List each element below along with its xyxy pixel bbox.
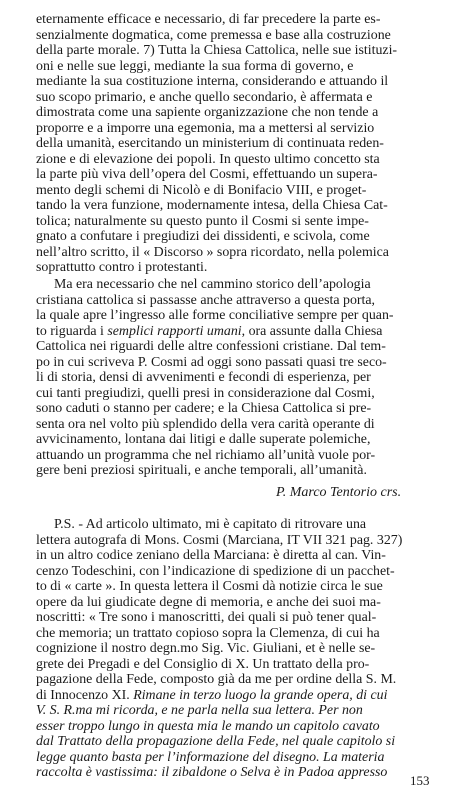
text-line: mento degli schemi di Nicolò e di Bonifacio VIII, e proget- (36, 182, 367, 198)
text-line: in un altro codice zeniano della Marciana: è diretta al can. Vin- (36, 548, 386, 563)
italic-phrase: dal Trattato della propagazione della Fede, nel quale capitolo si (36, 734, 396, 749)
text-line: proporre e a imporre una egemonia, ma a mettersi al servizio (36, 120, 375, 136)
text-line: Cattolica nei riguardi delle altre confessioni cristiane. Dal tem- (36, 339, 386, 354)
text-line: soprattutto contro i protestanti. (36, 260, 208, 275)
text-line: po in cui scriveva P. Cosmi ad oggi sono passati quasi tre seco- (36, 354, 387, 370)
italic-phrase: V. S. R.ma mi ricorda, e ne parla nella sua lettera. Per non (36, 703, 363, 718)
text-run: to riguarda i (36, 323, 108, 339)
text-line (36, 734, 402, 750)
text-line: lettera autografa di Mons. Cosmi (Marciana, IT VII 321 pag. 327) (36, 532, 403, 548)
italic-phrase: legge quanto basta per l’informazione del disegno. La materia (36, 749, 385, 765)
text-line: tolica; naturalmente su questo punto il Cosmi si sente impe- (36, 213, 369, 229)
text-line: suo scopo primario, e anche quello secondario, è affermata e (36, 89, 373, 105)
text-line (36, 765, 402, 781)
text-line: to di « carte ». In questa lettera il Cosmi dà notizie circa le sue (36, 579, 383, 594)
text-line: la parte più viva dell’opera del Cosmi, effettuando un supera- (36, 167, 378, 182)
paragraph-apologia (36, 277, 394, 479)
text-line: gere beni preziosi spirituali, e anche temporali, all’umanità. (36, 463, 367, 478)
text-line: P.S. - Ad articolo ultimato, mi è capitato di ritrovare una (54, 517, 367, 532)
text-line: della parte morale. 7) Tutta la Chiesa Cattolica, nelle sue istituzi- (36, 43, 398, 58)
text-run: di Innocenzo XI. (36, 687, 134, 703)
text-line: nell’altro scritto, il « Discorso » sopra ricordato, nella polemica (36, 244, 389, 260)
text-line (36, 719, 402, 735)
text-line: la quale apre l’ingresso alle forme conciliative sempre per quan- (36, 308, 394, 323)
author-signature: P. Marco Tentorio crs. (276, 485, 402, 500)
text-line (36, 750, 402, 766)
page-number: 153 (410, 773, 430, 788)
text-line: opere da lui giudicate degne di memoria, e anche dei suoi ma- (36, 594, 381, 610)
postscript (36, 517, 402, 781)
text-line: avvicinamento, lontana dai litigi e dalle superate polemiche, (36, 432, 371, 447)
text-run: , ora assunte dalla Chiesa (241, 323, 383, 339)
text-line: senzialmente dogmatica, come premessa e base alla costruzione (36, 27, 391, 43)
text-line: noscritti: « Tre sono i manoscritti, dei quali si può tener qual- (36, 610, 377, 625)
text-line (36, 703, 402, 719)
text-line: Ma era necessario che nel cammino storico dell’apologia (54, 277, 371, 292)
text-line: della umanità, esercitando un ministerium di continuata reden- (36, 136, 384, 151)
italic-phrase: raccolta è vastissima: il zibaldone o Selva è in Padoa appresso (36, 765, 388, 780)
text-line: dimostrata come una sapiente organizzazione che non tende a (36, 105, 379, 120)
text-line: li di storia, densi di avvenimenti e fecondi di esperienza, per (36, 370, 371, 385)
text-line-mixed (36, 688, 402, 704)
text-line: cristiana cattolica si passasse anche attraverso a questa porta, (36, 292, 376, 308)
text-line-mixed (36, 324, 394, 340)
text-line: pagazione della Fede, composto già da me per ordine della S. M. (36, 672, 397, 687)
italic-phrase: esser troppo lungo in questa mia le mando un capitolo cavato (36, 718, 380, 734)
italic-phrase: Rimane in terzo luogo la grande opera, di cui (133, 687, 388, 703)
text-line: cui tanti pregiudizi, quelli presi in considerazione dal Cosmi, (36, 385, 375, 401)
italic-phrase: semplici rapporti umani (107, 323, 242, 339)
text-line: oni e nelle sue leggi, mediante la sua forma di governo, e (36, 58, 354, 74)
paragraph-continuation (36, 12, 397, 276)
text-line: mediante la sua costituzione interna, considerando e attuando il (36, 74, 389, 89)
text-line: zione e di elevazione dei popoli. In questo ultimo concetto sta (36, 151, 380, 167)
text-line: cenzo Todeschini, con l’indicazione di spedizione di un pacchet- (36, 563, 395, 579)
text-line: attuando un programma che nel richiamo all’unità vuole por- (36, 447, 376, 463)
text-line: eternamente efficace e necessario, di far precedere la parte es- (36, 12, 381, 27)
text-line: gnato a confutare i pregiudizi dei dissidenti, e scivola, come (36, 229, 370, 244)
text-line: che memoria; un trattato copioso sopra la Clemenza, di cui ha (36, 625, 380, 641)
text-line: sono caduti o stanno per cadere; e la Chiesa Cattolica si pre- (36, 401, 372, 416)
text-line: tando la vera funzione, modernamente intesa, della Chiesa Cat- (36, 198, 388, 213)
text-line: cognizione il nostro degn.mo Sig. Vic. Giuliani, et è nelle se- (36, 641, 376, 656)
text-line: grete dei Pregadi e del Consiglio di X. Un trattato della pro- (36, 656, 370, 672)
text-line: senta ora nel volto più splendido della vera carità operante di (36, 416, 375, 432)
